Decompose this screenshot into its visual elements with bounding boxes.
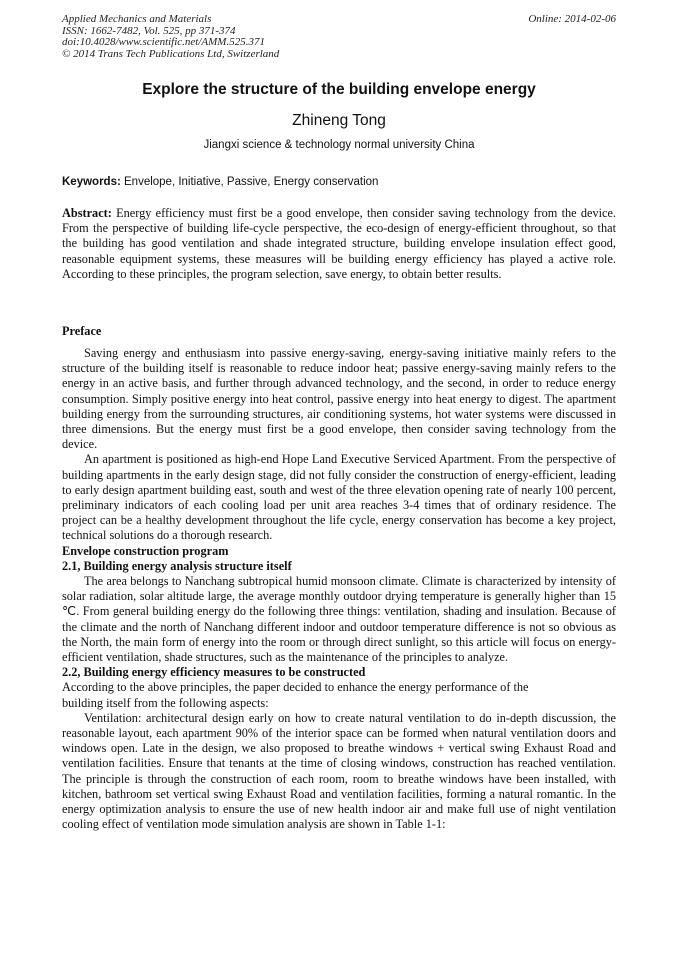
envelope-heading: Envelope construction program — [62, 543, 229, 558]
copyright-line: © 2014 Trans Tech Publications Ltd, Switzerland — [62, 47, 280, 60]
main-body — [62, 346, 616, 833]
abstract-label: Abstract: — [62, 206, 112, 220]
preface-heading: Preface — [62, 324, 102, 338]
issn-line: ISSN: 1662-7482, Vol. 525, pp 371-374 — [62, 24, 236, 37]
author-affiliation: Jiangxi science & technology normal university China — [203, 139, 475, 151]
abstract-block — [62, 206, 616, 282]
author-name: Zhineng Tong — [292, 112, 386, 129]
preface-paragraph-2: An apartment is positioned as high-end Hope Land Executive Serviced Apartment. From the perspective of building apartments in the early design stage, did not fully consider the construction of energy-efficient, leading to early design apartment building east, south and west of the three elevation opening rate of nearly 100 percent, preliminary indicators of each cooling load per unit area reaches 3-4 times that of ordinary residence. The project can be a healthy development throughout the life cycle, energy conservation has become a key project, technical solutions do a thorough research. — [62, 452, 616, 543]
section-2-1-paragraph: The area belongs to Nanchang subtropical humid monsoon climate. Climate is characterized by intensity of solar radiation, solar altitude large, the average monthly outdoor drying temperature is generally higher than 15 ℃. From general building energy do the following three things: ventilation, shading and insulation. Because of the climate and the north of Nanchang different indoor and outdoor temperature difference is not so obvious as the North, the main form of energy into the room or through direct sunlight, so this article will focus on energy-efficient ventilation, shade structures, such as the maintenance of the principles to analyze. — [62, 574, 616, 665]
paper-title: Explore the structure of the building envelope energy — [142, 81, 536, 98]
journal-name: Applied Mechanics and Materials — [62, 13, 212, 25]
section-2-2-intro-line-1: According to the above principles, the paper decided to enhance the energy performance of the — [62, 680, 529, 695]
journal-header — [62, 14, 279, 60]
section-2-2-heading: 2.2, Building energy efficiency measures to be constructed — [62, 665, 366, 680]
keywords-label: Keywords: — [62, 176, 121, 188]
doi-line: doi:10.4028/www.scientific.net/AMM.525.371 — [62, 36, 265, 48]
section-2-2-intro-line-2: building itself from the following aspects: — [62, 695, 269, 710]
section-2-2-ventilation-paragraph: Ventilation: architectural design early on how to create natural ventilation to do in-depth discussion, the reasonable layout, each apartment 90% of the interior space can be formed when natural ventilation doors and windows open. Late in the design, we also proposed to breathe windows + vertical swing Exhaust Road and ventilation facilities. Ensure that tenants at the time of closing windows, construction has reached ventilation. The principle is through the construction of each room, room to breathe windows have been installed, with kitchen, bathroom set vertical swing Exhaust Road and ventilation facilities, forming a natural romantic. In the energy optimization analysis to ensure the use of new health indoor air and make full use of night ventilation cooling effect of ventilation mode simulation analysis are shown in Table 1-1: — [62, 710, 616, 832]
online-date: Online: 2014-02-06 — [528, 13, 616, 25]
section-2-1-heading: 2.1, Building energy analysis structure itself — [62, 558, 292, 573]
abstract-text: Energy efficiency must first be a good envelope, then consider saving technology from the device. From the perspective of building life-cycle perspective, the eco-design of energy-efficient throughout, so that the building has good ventilation and shade integrated structure, building envelope insulation effect good, reasonable equipment systems, these measures will be building energy efficiency has played a active role. According to these principles, the program selection, save energy, to obtain better results. — [62, 206, 616, 281]
keywords-text: Envelope, Initiative, Passive, Energy conservation — [124, 176, 379, 188]
keywords-line — [62, 175, 378, 189]
preface-paragraph-1: Saving energy and enthusiasm into passive energy-saving, energy-saving initiative mainly refers to the structure of the building itself is reasonable to reduce indoor heat; passive energy-saving mainly refers to the energy in an active basis, and further through advanced technology, and the second, in order to reduce energy consumption. Simply positive energy into heat control, passive energy into heat energy to digest. The apartment building energy from the surrounding structures, air conditioning systems, hot water systems were discussed in three dimensions. But the energy must first be a good envelope, then consider saving technology from the device. — [62, 346, 616, 452]
